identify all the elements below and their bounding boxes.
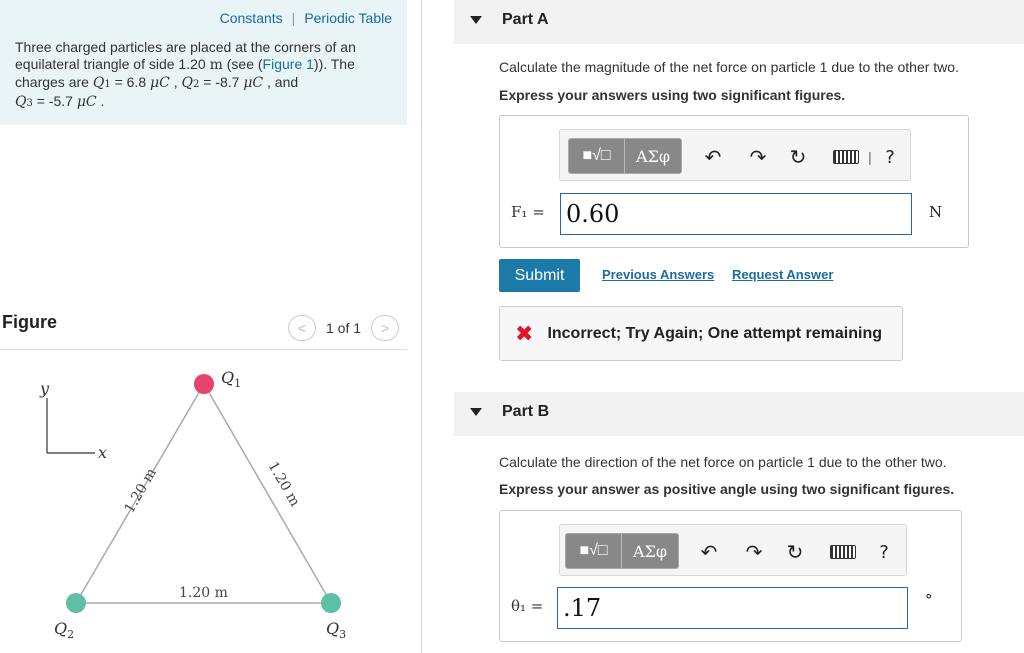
help-icon[interactable]: ? [885, 146, 895, 168]
keyboard-icon[interactable] [830, 539, 856, 565]
problem-line3-pre: charges are [15, 74, 93, 90]
q1-symbol: Q [92, 75, 105, 91]
previous-answers-link[interactable]: Previous Answers [602, 267, 715, 282]
charge-q2 [66, 593, 86, 613]
label-q1-symbol: Q [221, 368, 235, 387]
side-left-label: 1.20 m [121, 465, 160, 516]
y-axis-label: y [40, 379, 50, 398]
help-icon[interactable]: ? [879, 541, 889, 563]
label-q1 [221, 368, 241, 390]
and-text: , and [263, 74, 299, 90]
side-unit: m [209, 57, 223, 73]
redo-icon[interactable]: ↷ [745, 541, 763, 564]
problem-text [15, 39, 395, 112]
left-panel [0, 0, 421, 653]
part-a-header[interactable] [454, 0, 1024, 44]
x-axis-label: x [98, 443, 108, 462]
comma1: , [169, 74, 182, 90]
side-right-line [204, 384, 331, 603]
prev-figure-button[interactable]: < [288, 315, 316, 341]
part-a-title: Part A [502, 11, 549, 28]
keyboard-icon[interactable] [833, 144, 859, 170]
periodic-table-link[interactable]: Periodic Table [304, 10, 392, 26]
q3-value: = -5.7 [32, 93, 77, 109]
feedback-box [499, 306, 903, 361]
part-a-toolbar [559, 129, 911, 181]
part-b-variable-label: θ₁ = [511, 597, 544, 615]
q1-subscript: 1 [104, 79, 111, 90]
figure-header [0, 312, 407, 350]
collapse-triangle-icon[interactable] [470, 408, 482, 416]
greek-symbols-button[interactable]: ΑΣφ [635, 146, 671, 166]
submit-button[interactable]: Submit [499, 259, 580, 292]
label-q2 [54, 619, 74, 641]
header-links [220, 10, 392, 26]
end-text: . [96, 93, 105, 109]
undo-icon[interactable]: ↶ [700, 541, 718, 564]
greek-symbols-button[interactable]: ΑΣφ [632, 541, 668, 561]
figure-link[interactable]: Figure 1 [262, 56, 314, 72]
redo-icon[interactable]: ↷ [749, 146, 767, 169]
keyboard-glyph [833, 150, 859, 164]
charge-q3 [321, 593, 341, 613]
problem-statement-panel [0, 0, 407, 125]
part-b-prompt: Calculate the direction of the net force on particle 1 due to the other two. [499, 454, 947, 470]
q3-unit: μC [76, 94, 97, 110]
charge-q1 [194, 374, 214, 394]
figure-title: Figure [2, 312, 58, 332]
label-q3-sub: 3 [339, 628, 347, 641]
templates-button[interactable]: ■√□ [569, 139, 625, 173]
keyboard-glyph [830, 545, 856, 559]
link-separator: | [291, 10, 296, 26]
problem-line1: Three charged particles are placed at the corners of an [15, 39, 356, 55]
part-a-variable-label: F₁ = [511, 203, 545, 221]
reset-icon[interactable]: ↻ [786, 541, 804, 564]
problem-line2-post: )). The [313, 56, 355, 72]
part-b-answer-input[interactable]: .17 [557, 587, 908, 629]
q3-symbol: Q [15, 94, 27, 110]
templates-button[interactable]: ■√□ [566, 534, 622, 568]
feedback-text: Incorrect; Try Again; One attempt remaining [547, 324, 883, 342]
pager-text: 1 of 1 [326, 320, 362, 336]
part-b-title: Part B [502, 403, 550, 420]
right-panel [454, 0, 1024, 653]
label-q2-symbol: Q [54, 619, 68, 638]
part-a-prompt: Calculate the magnitude of the net force on particle 1 due to the other two. [499, 59, 959, 75]
part-b-toolbar [559, 524, 907, 576]
next-figure-button[interactable]: > [371, 315, 399, 341]
undo-icon[interactable]: ↶ [704, 146, 722, 169]
reset-icon[interactable]: ↻ [789, 146, 807, 169]
toolbar-divider: | [868, 149, 872, 165]
q1-unit: μC [150, 75, 170, 91]
incorrect-icon: ✖ [515, 320, 534, 346]
label-q3-symbol: Q [326, 619, 340, 638]
part-b-answer-box [499, 510, 962, 642]
collapse-triangle-icon[interactable] [470, 16, 482, 24]
q2-value: = -8.7 [199, 74, 244, 90]
part-a-template-group [568, 138, 682, 174]
part-b-header[interactable] [454, 392, 1024, 436]
side-right-label: 1.20 m [264, 459, 303, 510]
q2-symbol: Q [181, 75, 193, 91]
triangle-figure [0, 352, 407, 652]
part-b-template-group [565, 533, 679, 569]
part-a-unit: N [929, 203, 943, 221]
label-q1-sub: 1 [234, 377, 242, 390]
request-answer-link[interactable]: Request Answer [732, 267, 834, 282]
label-q2-sub: 2 [67, 628, 75, 641]
part-a-instruction: Express your answers using two significant figures. [499, 87, 846, 103]
part-b-instruction: Express your answer as positive angle using two significant figures. [499, 481, 955, 497]
part-a-answer-input[interactable]: 0.60 [560, 193, 912, 235]
q3-subscript: 3 [26, 98, 33, 109]
q2-subscript: 2 [192, 79, 200, 90]
part-b-unit: ° [925, 591, 933, 609]
figure-pager [288, 315, 399, 341]
column-divider [421, 0, 422, 653]
problem-line2-mid: (see ( [222, 56, 263, 72]
q2-unit: μC [243, 75, 264, 91]
q1-value: = 6.8 [110, 74, 150, 90]
part-a-answer-box [499, 115, 969, 248]
problem-line2-pre: equilateral triangle of side 1.20 [15, 56, 210, 72]
label-q3 [326, 619, 346, 641]
constants-link[interactable]: Constants [219, 10, 283, 26]
side-bottom-label: 1.20 m [179, 585, 228, 601]
